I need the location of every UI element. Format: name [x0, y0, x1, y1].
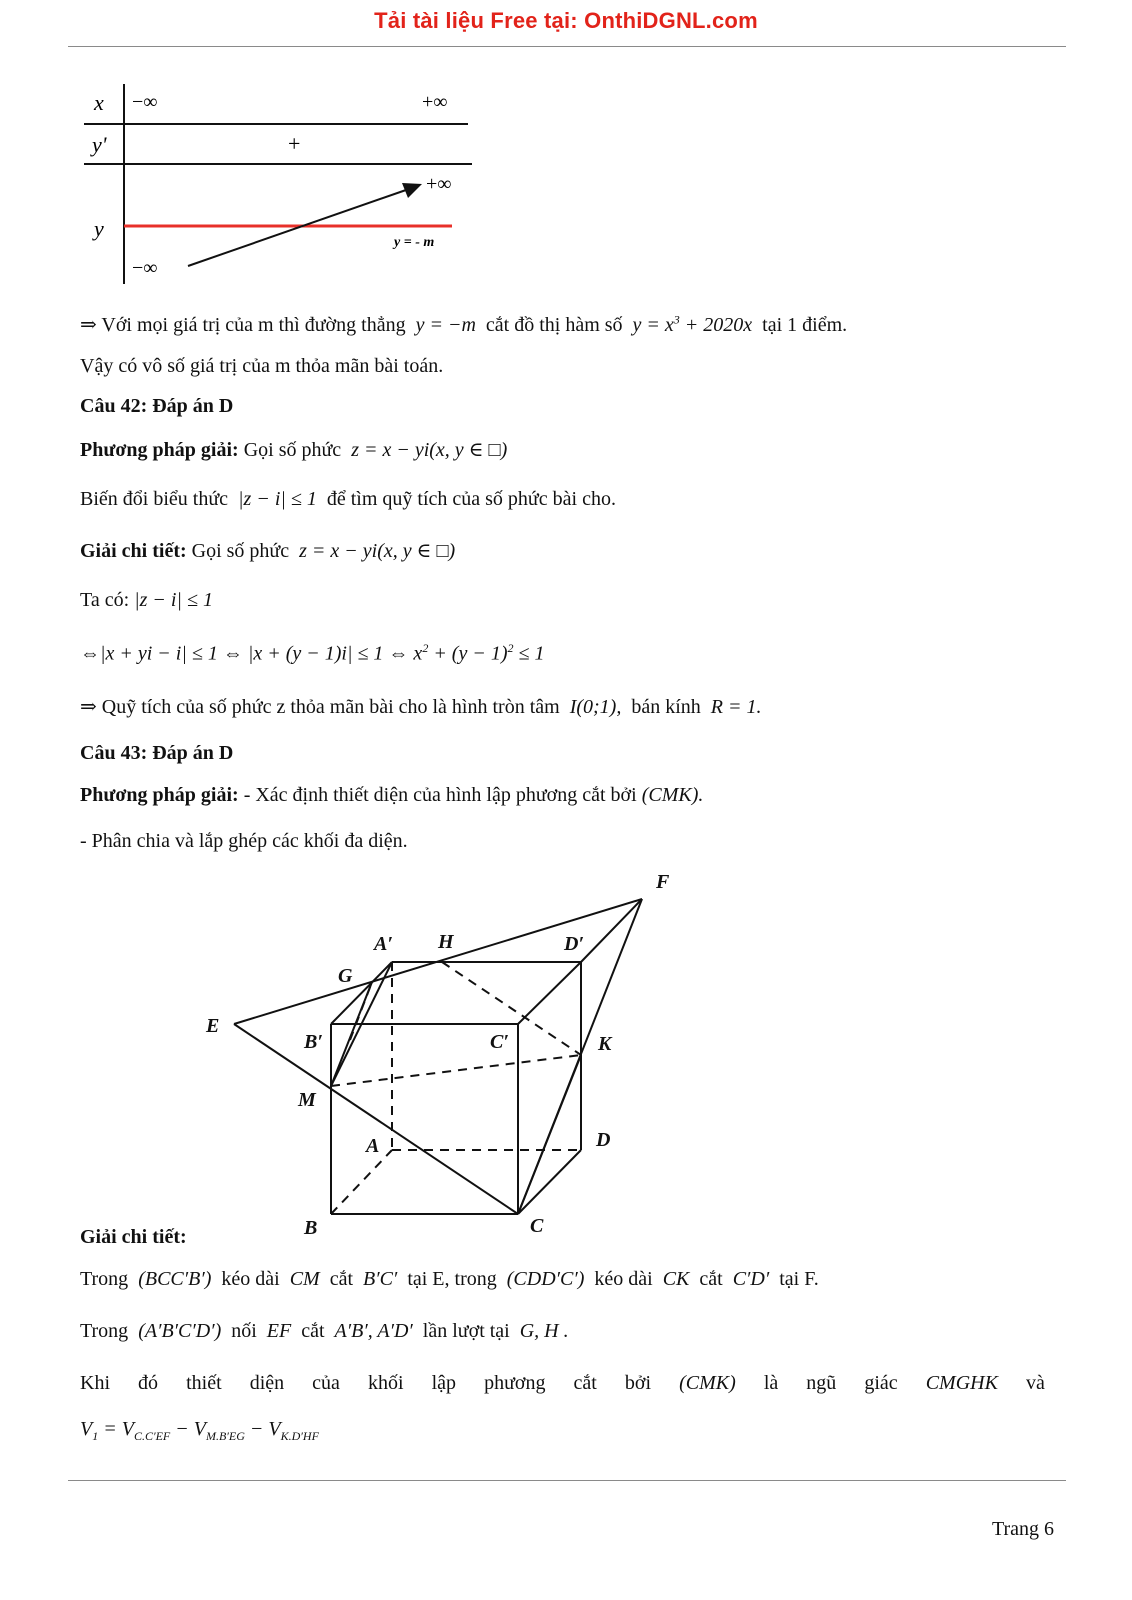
question-42-title: Câu 42: Đáp án D — [80, 395, 234, 417]
var-line-label: y = - m — [394, 235, 435, 250]
label-B1: B′ — [304, 1031, 323, 1053]
label-D: D — [596, 1129, 611, 1151]
q43-solution-title: Giải chi tiết: — [80, 1226, 187, 1248]
q42-solution: Giải chi tiết: Gọi số phức z = x − yi(x, y ∈ □) — [80, 540, 456, 562]
q42-conclusion: ⇒ Quỹ tích của số phức z thỏa mãn bài cho là hình tròn tâm I(0;1), bán kính R = 1. — [80, 696, 762, 718]
q42-taco: Ta có: |z − i| ≤ 1 — [80, 589, 213, 611]
text-line-2: Vậy có vô số giá trị của m thỏa mãn bài toán. — [80, 355, 444, 377]
q42-method: Phương pháp giải: Gọi số phức z = x − yi(x, y ∈ □) — [80, 439, 508, 461]
header-rule — [68, 46, 1066, 47]
var-y-bottom: −∞ — [132, 257, 158, 279]
q43-method-2: - Phân chia và lắp ghép các khối đa diện. — [80, 830, 408, 852]
label-G: G — [338, 965, 353, 987]
text-line-1: ⇒ Với mọi giá trị của m thì đường thẳng y = −m cắt đồ thị hàm số $y = x^3 + 2020x$ tại 1 điểm. — [80, 312, 848, 336]
label-M: M — [298, 1089, 316, 1111]
q43-method: Phương pháp giải: - Xác định thiết diện của hình lập phương cắt bởi (CMK). — [80, 784, 704, 806]
q42-equivalence: ⇔|x + yi − i| ≤ 1 ⇔ |x + (y − 1)i| ≤ 1 ⇔ $x^2 + (y - 1)^2 \le 1$ — [80, 641, 545, 665]
label-F: F — [656, 871, 670, 893]
label-E: E — [206, 1015, 220, 1037]
page-number: Trang 6 — [991, 1518, 1054, 1540]
var-x-right: +∞ — [422, 91, 448, 113]
increasing-arrow — [188, 190, 406, 266]
var-yp-label: y' — [92, 132, 107, 157]
var-x-left: −∞ — [132, 91, 158, 113]
footer-rule — [68, 1480, 1066, 1481]
label-A: A — [366, 1135, 380, 1157]
q43-line-1: Trong (BCC′B′) kéo dài CM cắt B′C′ tại E, trong (CDD′C′) kéo dài CK cắt C′D′ tại F. — [80, 1268, 819, 1290]
label-D1: D′ — [564, 933, 585, 955]
label-A1: A′ — [374, 933, 393, 955]
volume-formula: $V_1 = V_{C.C'EF} - V_{M.B'EG} - V_{K.D'HF}$ — [80, 1418, 319, 1443]
cube-figure — [200, 862, 720, 1242]
question-43-title: Câu 43: Đáp án D — [80, 742, 234, 764]
label-H: H — [438, 931, 454, 953]
label-C: C — [530, 1215, 544, 1237]
var-sign: + — [288, 131, 301, 156]
label-K: K — [598, 1033, 612, 1055]
q43-line-3: Khi đó thiết diện của khối lập phương cắt bởi (CMK) là ngũ giác CMGHK và — [80, 1372, 1045, 1394]
label-B: B — [304, 1217, 318, 1239]
page-header[interactable]: Tải tài liệu Free tại: OnthiDGNL.com — [374, 8, 758, 33]
q42-method-2: Biến đổi biểu thức |z − i| ≤ 1 để tìm quỹ tích của số phức bài cho. — [80, 488, 616, 510]
arrow-head — [402, 183, 422, 198]
var-y-top: +∞ — [426, 173, 452, 195]
q43-line-2: Trong (A′B′C′D′) nối EF cắt A′B′, A′D′ lần lượt tại G, H . — [80, 1320, 569, 1342]
variation-table — [76, 78, 496, 298]
label-C1: C′ — [490, 1031, 509, 1053]
var-y-label: y — [94, 216, 104, 241]
var-x-label: x — [94, 90, 104, 115]
